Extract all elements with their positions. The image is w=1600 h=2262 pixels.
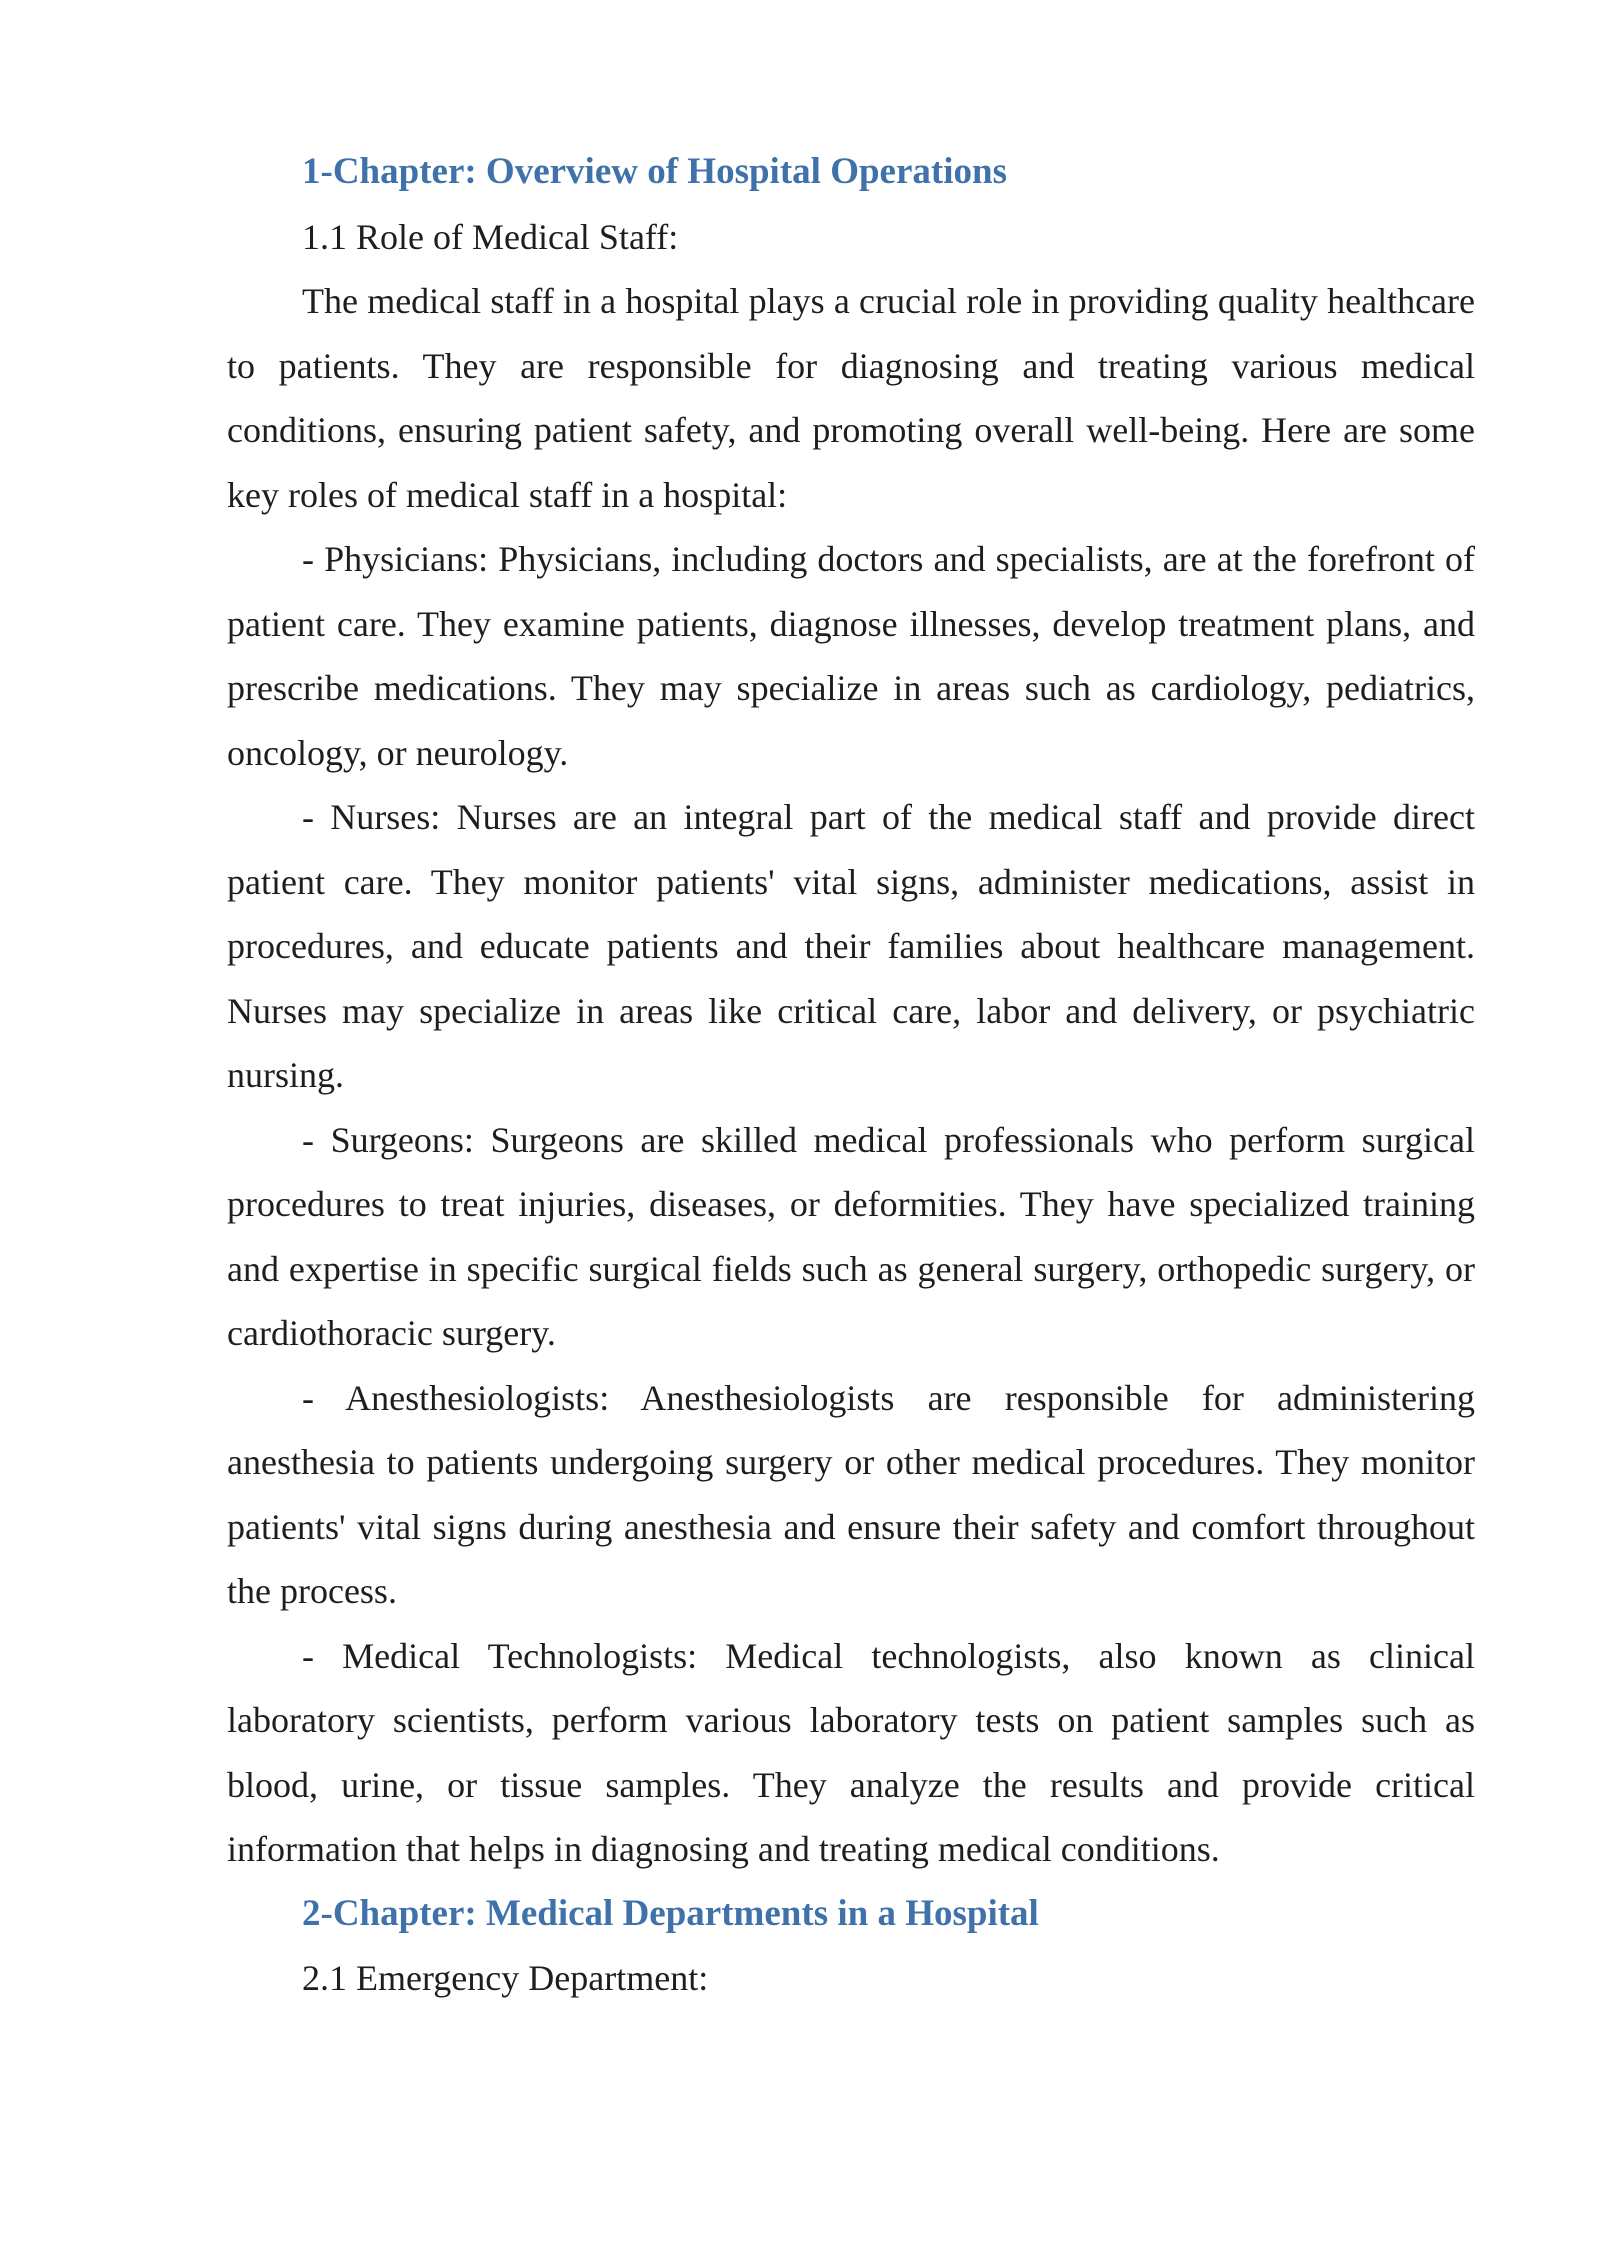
section-2-1-heading: 2.1 Emergency Department: xyxy=(302,1958,709,1998)
section-1-1-heading: 1.1 Role of Medical Staff: xyxy=(302,216,679,257)
intro-paragraph: The medical staff in a hospital plays a crucial role in providing quality healthcare to patients. They are responsible for diagnosing and treating various medical conditions, ensuring patient safety, and promoting overall well-being. Here are some key roles of medical staff in a hospital: xyxy=(227,281,1475,515)
document-body xyxy=(227,140,1475,2011)
medical-technologists-paragraph: - Medical Technologists: Medical technologists, also known as clinical laboratory scientists, perform various laboratory tests on patient samples such as blood, urine, or tissue samples. They analyze the results and provide critical information that helps in diagnosing and treating medical conditions. xyxy=(227,1635,1475,1869)
chapter-2-heading: 2-Chapter: Medical Departments in a Hospital xyxy=(302,1892,1039,1934)
anesthesiologists-paragraph: - Anesthesiologists: Anesthesiologists are responsible for administering anesthesia to patients undergoing surgery or other medical procedures. They monitor patients' vital signs during anesthesia and ensure their safety and comfort throughout the process. xyxy=(227,1377,1475,1611)
nurses-paragraph: - Nurses: Nurses are an integral part of the medical staff and provide direct patient care. They monitor patients' vital signs, administer medications, assist in procedures, and educate patients and their families about healthcare management. Nurses may specialize in areas like critical care, labor and delivery, or psychiatric nursing. xyxy=(227,797,1475,1095)
surgeons-paragraph: - Surgeons: Surgeons are skilled medical professionals who perform surgical procedures to treat injuries, diseases, or deformities. They have specialized training and expertise in specific surgical fields such as general surgery, orthopedic surgery, or cardiothoracic surgery. xyxy=(227,1119,1475,1353)
chapter-1-heading: 1-Chapter: Overview of Hospital Operations xyxy=(302,151,1007,192)
physicians-paragraph: - Physicians: Physicians, including doctors and specialists, are at the forefront of patient care. They examine patients, diagnose illnesses, develop treatment plans, and prescribe medications. They may specialize in areas such as cardiology, pediatrics, oncology, or neurology. xyxy=(227,539,1475,773)
